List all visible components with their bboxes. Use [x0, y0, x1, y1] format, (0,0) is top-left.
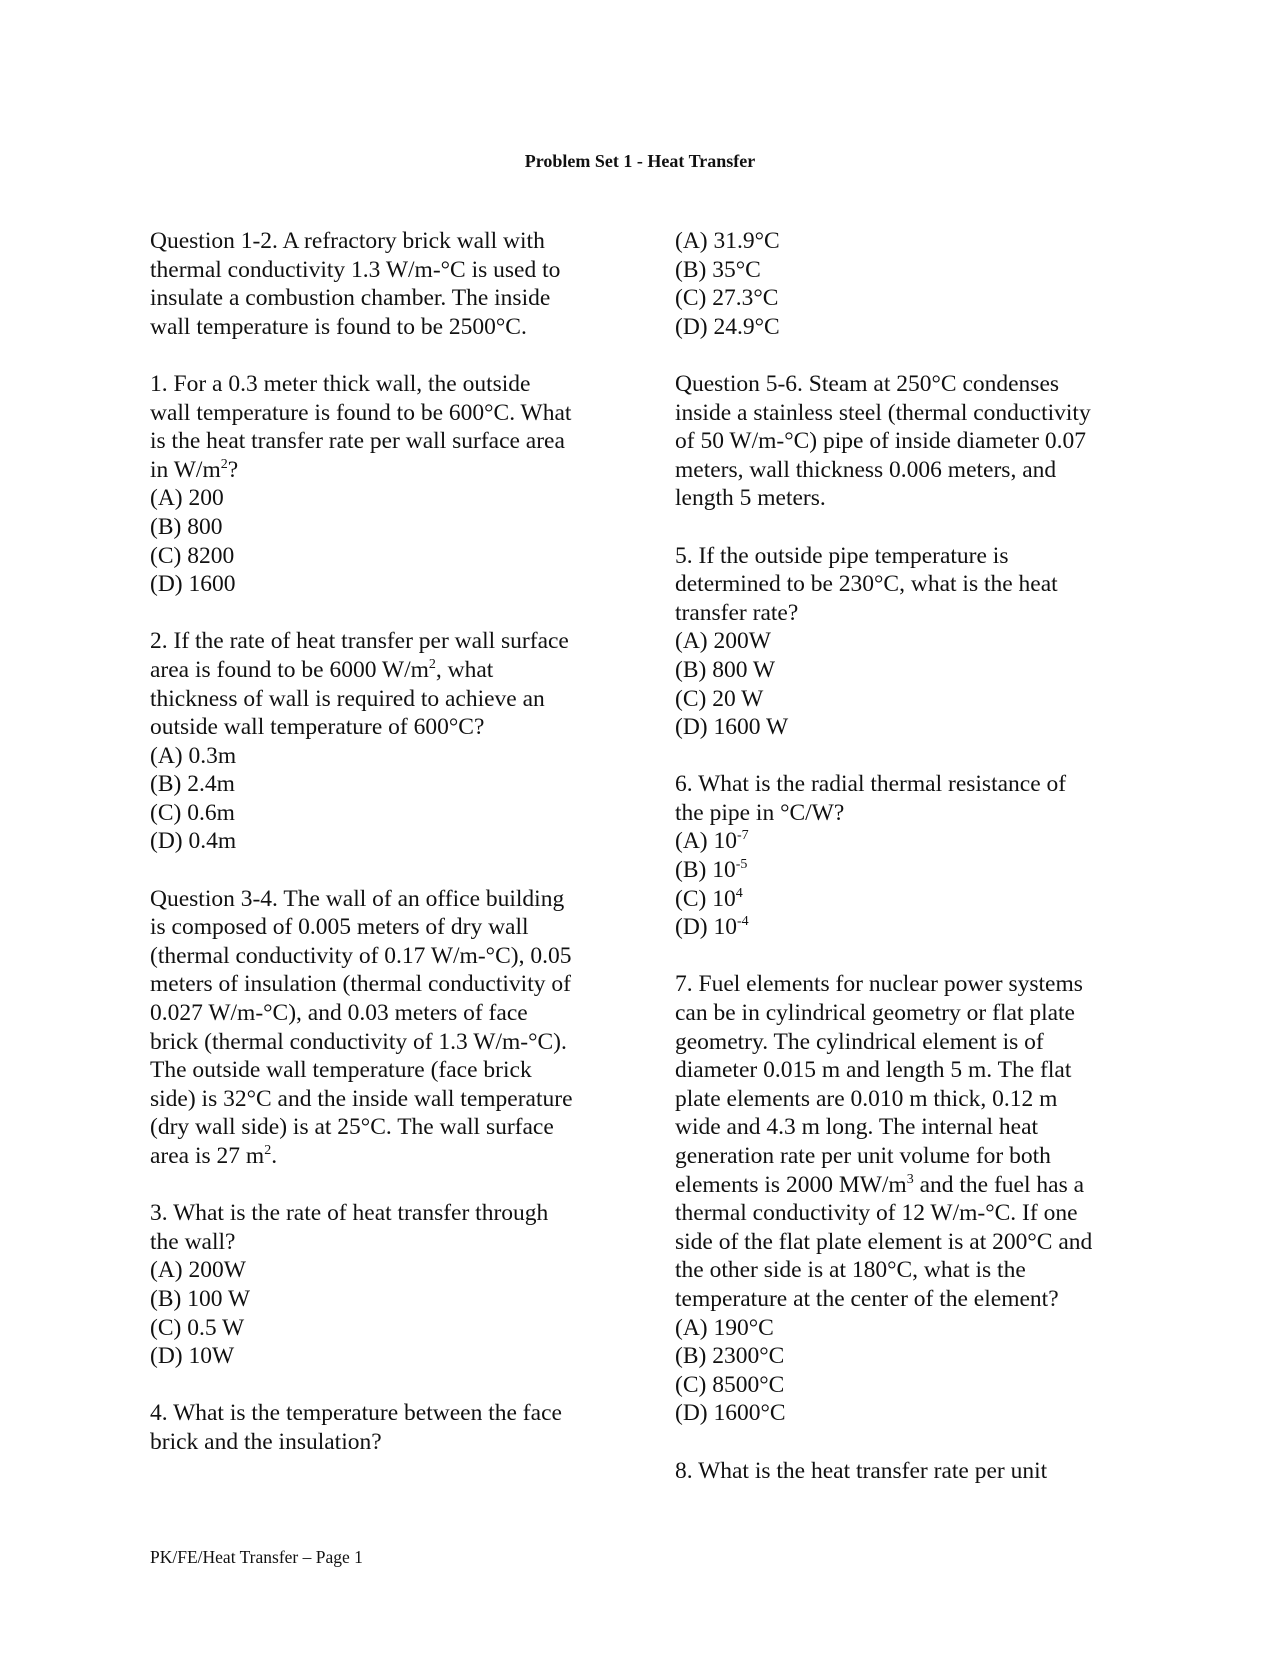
text-line: wall temperature is found to be 600°C. What [150, 399, 572, 426]
text-line: thermal conductivity 1.3 W/m-°C is used to [150, 256, 561, 283]
text-line: thickness of wall is required to achieve an [150, 685, 545, 712]
answer-option: (C) 0.5 W [150, 1314, 245, 1341]
answer-option: (C) 27.3°C [675, 285, 779, 312]
text-line [150, 656, 610, 685]
option-text: (C) 10 [675, 885, 736, 912]
answer-option: (B) 100 W [150, 1285, 251, 1312]
left-column [150, 227, 610, 1457]
text-line: transfer rate? [675, 599, 799, 626]
text-line [150, 1142, 610, 1171]
question-1-2-intro [150, 227, 610, 341]
superscript: 2 [220, 456, 228, 472]
text-line: (dry wall side) is at 25°C. The wall surface [150, 1114, 554, 1141]
text-line: side of the flat plate element is at 200°C and [675, 1228, 1093, 1255]
answer-option [675, 856, 1135, 885]
answer-option: (B) 35°C [675, 256, 761, 283]
text-line: plate elements are 0.010 m thick, 0.12 m [675, 1085, 1058, 1112]
answer-option: (B) 2300°C [675, 1343, 785, 1370]
text-line: brick and the insulation? [150, 1428, 382, 1455]
answer-option [675, 885, 1135, 914]
text-line: 0.027 W/m-°C), and 0.03 meters of face [150, 1000, 528, 1027]
text-line: 8. What is the heat transfer rate per unit [675, 1457, 1048, 1484]
answer-option: (D) 0.4m [150, 828, 237, 855]
text-line: 6. What is the radial thermal resistance of [675, 771, 1067, 798]
text-line: brick (thermal conductivity of 1.3 W/m-°C). [150, 1028, 567, 1055]
text-line: temperature at the center of the element? [675, 1285, 1059, 1312]
text-line: generation rate per unit volume for both [675, 1143, 1051, 1169]
answer-option [675, 913, 1135, 942]
answer-option: (D) 10W [150, 1343, 235, 1370]
answer-option: (D) 1600 [150, 571, 236, 598]
text-line: meters of insulation (thermal conductivity of [150, 971, 571, 998]
question-5-6-intro [675, 370, 1135, 513]
text-line: geometry. The cylindrical element is of [675, 1028, 1044, 1055]
answer-option: (D) 1600 W [675, 714, 789, 741]
page-footer: PK/FE/Heat Transfer – Page 1 [150, 1547, 363, 1567]
question-8 [675, 1457, 1135, 1486]
question-2 [150, 627, 610, 856]
text-segment: area is found to be 6000 W/m [150, 656, 429, 683]
answer-option [675, 827, 1135, 856]
text-line: Question 3-4. The wall of an office building [150, 885, 565, 912]
text-segment: . [271, 1143, 278, 1169]
text-line: 4. What is the temperature between the face [150, 1400, 562, 1427]
text-line: diameter 0.015 m and length 5 m. The flat [675, 1057, 1072, 1084]
text-line: wall temperature is found to be 2500°C. [150, 313, 527, 340]
option-text: (B) 10 [675, 857, 736, 884]
answer-option: (B) 800 W [675, 656, 776, 683]
text-line: outside wall temperature of 600°C? [150, 714, 485, 741]
superscript: 4 [735, 885, 743, 901]
superscript: 2 [264, 1143, 272, 1158]
text-line: determined to be 230°C, what is the heat [675, 571, 1058, 598]
text-line: wide and 4.3 m long. The internal heat [675, 1114, 1039, 1141]
answer-option: (A) 190°C [675, 1314, 774, 1341]
text-segment: area is 27 m [150, 1143, 265, 1169]
text-line: length 5 meters. [675, 485, 826, 512]
question-6 [675, 770, 1135, 942]
text-line: Question 1-2. A refractory brick wall with [150, 228, 545, 254]
answer-option: (A) 31.9°C [675, 228, 780, 254]
right-column [675, 227, 1135, 1485]
answer-option: (D) 1600°C [675, 1400, 786, 1427]
question-1 [150, 370, 610, 599]
option-text: (A) 10 [675, 828, 737, 855]
answer-option: (A) 200W [675, 628, 771, 655]
text-line: 7. Fuel elements for nuclear power systems [675, 971, 1083, 998]
superscript: -7 [737, 828, 749, 844]
answer-option: (C) 8500°C [675, 1371, 785, 1398]
text-line: side) is 32°C and the inside wall temperature [150, 1085, 573, 1112]
text-line: insulate a combustion chamber. The inside [150, 285, 551, 312]
question-4-options [675, 227, 1135, 341]
text-line: inside a stainless steel (thermal conductivity [675, 399, 1091, 426]
superscript: -5 [735, 857, 748, 873]
question-7 [675, 970, 1135, 1428]
text-line: thermal conductivity of 12 W/m-°C. If one [675, 1200, 1078, 1227]
question-5 [675, 542, 1135, 742]
answer-option: (B) 2.4m [150, 771, 235, 798]
page-title: Problem Set 1 - Heat Transfer [524, 151, 756, 171]
answer-option: (A) 0.3m [150, 742, 237, 769]
text-line: Question 5-6. Steam at 250°C condenses [675, 370, 1060, 397]
text-line: The outside wall temperature (face brick [150, 1057, 532, 1084]
text-segment: , what [435, 656, 494, 683]
superscript: 2 [428, 656, 436, 672]
option-text: (D) 10 [675, 914, 737, 941]
answer-option: (A) 200W [150, 1257, 246, 1284]
text-line: meters, wall thickness 0.006 meters, and [675, 456, 1057, 483]
question-4 [150, 1399, 610, 1456]
text-segment: elements is 2000 MW/m [675, 1171, 907, 1198]
text-line: the pipe in °C/W? [675, 799, 845, 826]
text-line: can be in cylindrical geometry or flat plate [675, 1000, 1075, 1027]
text-line: 2. If the rate of heat transfer per wall surface [150, 628, 569, 655]
answer-option: (D) 24.9°C [675, 313, 780, 340]
text-line [150, 456, 610, 485]
unit-text-end: ? [227, 456, 239, 483]
text-line: 5. If the outside pipe temperature is [675, 542, 1009, 569]
answer-option: (A) 200 [150, 485, 224, 512]
text-line: 3. What is the rate of heat transfer through [150, 1200, 549, 1227]
answer-option: (C) 20 W [675, 685, 764, 712]
answer-option: (C) 0.6m [150, 799, 235, 826]
text-line: 1. For a 0.3 meter thick wall, the outside [150, 370, 531, 397]
text-line: of 50 W/m-°C) pipe of inside diameter 0.07 [675, 428, 1086, 455]
question-3-4-intro [150, 885, 610, 1171]
unit-text: in W/m [150, 456, 221, 483]
text-line: is the heat transfer rate per wall surface area [150, 428, 565, 455]
text-segment: and the fuel has a [913, 1171, 1085, 1198]
superscript: 3 [906, 1171, 914, 1187]
answer-option: (B) 800 [150, 513, 223, 540]
answer-option: (C) 8200 [150, 542, 235, 569]
text-line: the wall? [150, 1228, 236, 1255]
text-line [675, 1171, 1135, 1200]
text-line: the other side is at 180°C, what is the [675, 1257, 1026, 1284]
text-line: is composed of 0.005 meters of dry wall [150, 914, 529, 941]
text-line: (thermal conductivity of 0.17 W/m-°C), 0.05 [150, 942, 572, 969]
question-3 [150, 1199, 610, 1371]
superscript: -4 [737, 914, 749, 930]
